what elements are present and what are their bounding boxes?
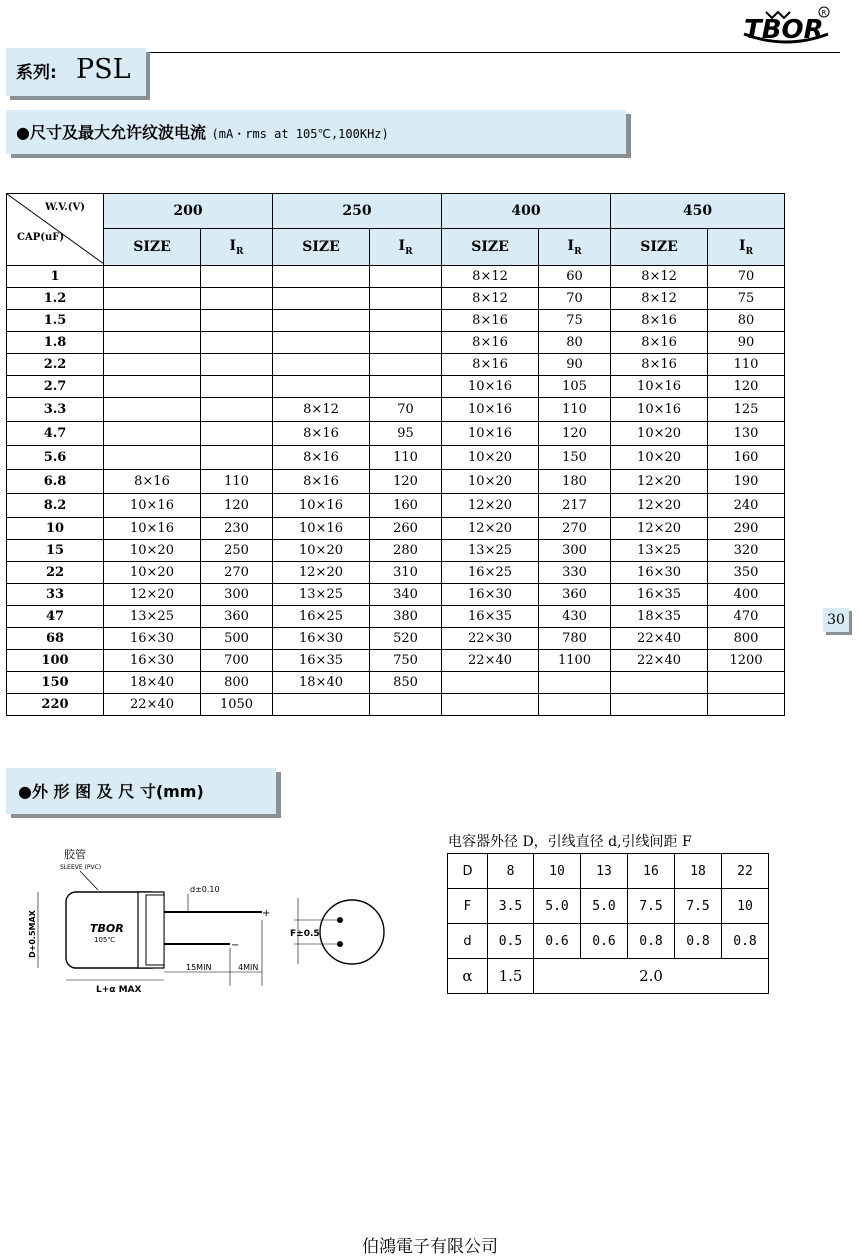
size-cell: 8×16 xyxy=(611,310,708,332)
size-cell xyxy=(273,376,370,398)
ripple-current-cell: 70 xyxy=(708,266,785,288)
size-cell: 22×40 xyxy=(611,650,708,672)
size-cell xyxy=(273,266,370,288)
ripple-current-cell: 360 xyxy=(201,606,273,628)
ripple-current-cell: 150 xyxy=(539,446,611,470)
size-cell: 16×30 xyxy=(104,628,201,650)
ripple-current-cell: 270 xyxy=(201,562,273,584)
size-cell: 8×12 xyxy=(611,266,708,288)
dimension-row-alpha xyxy=(448,959,769,994)
size-cell: 10×16 xyxy=(273,518,370,540)
size-cell: 22×40 xyxy=(104,694,201,716)
ripple-current-cell: 110 xyxy=(708,354,785,376)
cap-temp: 105℃ xyxy=(94,936,116,944)
alpha-label: α xyxy=(448,959,488,994)
size-cell: 8×12 xyxy=(442,288,539,310)
size-column-header: SIZE xyxy=(104,229,201,266)
d-tolerance: d±0.10 xyxy=(190,885,220,894)
voltage-header: 250 xyxy=(273,194,442,229)
size-cell: 22×40 xyxy=(442,650,539,672)
table-corner-cell xyxy=(7,194,104,266)
size-cell: 16×30 xyxy=(104,650,201,672)
size-cell: 12×20 xyxy=(104,584,201,606)
dimension-value: 13 xyxy=(581,854,628,889)
table-row xyxy=(7,376,785,398)
ripple-current-cell: 330 xyxy=(539,562,611,584)
plus-mark: + xyxy=(262,908,271,919)
ripple-current-cell: 110 xyxy=(201,470,273,494)
cap-label: CAP(uF) xyxy=(17,232,65,243)
dimension-row-label: d xyxy=(448,924,488,959)
size-cell: 16×35 xyxy=(442,606,539,628)
table-row xyxy=(7,288,785,310)
ripple-current-cell xyxy=(201,332,273,354)
size-cell xyxy=(104,422,201,446)
size-cell: 18×40 xyxy=(273,672,370,694)
size-cell: 10×16 xyxy=(442,398,539,422)
size-cell: 12×20 xyxy=(273,562,370,584)
ir-label: I xyxy=(398,237,406,254)
ripple-current-cell xyxy=(201,376,273,398)
ripple-current-cell: 350 xyxy=(708,562,785,584)
ripple-current-cell: 700 xyxy=(201,650,273,672)
dimension-value: 5.0 xyxy=(581,889,628,924)
lead-min-15: 15MIN xyxy=(186,963,212,972)
ripple-current-cell: 400 xyxy=(708,584,785,606)
size-cell: 10×16 xyxy=(611,376,708,398)
table-row xyxy=(7,310,785,332)
ripple-current-cell: 105 xyxy=(539,376,611,398)
ripple-current-cell: 750 xyxy=(370,650,442,672)
dimension-row-label: F xyxy=(448,889,488,924)
ripple-current-cell: 280 xyxy=(370,540,442,562)
ripple-current-cell: 110 xyxy=(370,446,442,470)
capacitance-cell: 1.5 xyxy=(7,310,104,332)
table-row xyxy=(7,422,785,446)
alpha-value: 2.0 xyxy=(534,959,769,994)
size-cell: 16×35 xyxy=(611,584,708,606)
size-cell: 10×20 xyxy=(442,470,539,494)
dimension-section-title: ●外 形 图 及 尺 寸(mm) xyxy=(18,782,204,801)
ripple-current-cell: 250 xyxy=(201,540,273,562)
ripple-current-cell: 80 xyxy=(539,332,611,354)
size-cell: 10×20 xyxy=(611,422,708,446)
size-cell: 10×20 xyxy=(442,446,539,470)
ripple-current-cell xyxy=(370,288,442,310)
ripple-current-cell: 125 xyxy=(708,398,785,422)
ripple-current-cell: 240 xyxy=(708,494,785,518)
ripple-current-cell: 300 xyxy=(539,540,611,562)
capacitance-cell: 33 xyxy=(7,584,104,606)
size-cell: 8×16 xyxy=(104,470,201,494)
ripple-current-cell: 90 xyxy=(708,332,785,354)
ir-column-header xyxy=(539,229,611,266)
ripple-current-cell: 320 xyxy=(708,540,785,562)
ir-label: I xyxy=(229,237,237,254)
capacitance-cell: 150 xyxy=(7,672,104,694)
header-rule xyxy=(150,52,840,53)
series-name: PSL xyxy=(76,54,131,85)
ripple-current-cell xyxy=(370,332,442,354)
size-cell: 10×20 xyxy=(104,540,201,562)
d-max-label: D+0.5MAX xyxy=(28,910,37,958)
size-cell: 18×35 xyxy=(611,606,708,628)
size-cell: 18×40 xyxy=(104,672,201,694)
ripple-current-cell xyxy=(370,376,442,398)
ripple-current-cell: 70 xyxy=(370,398,442,422)
dimension-table xyxy=(447,853,769,994)
ripple-current-cell: 95 xyxy=(370,422,442,446)
size-cell: 16×35 xyxy=(273,650,370,672)
size-cell: 22×30 xyxy=(442,628,539,650)
size-cell xyxy=(104,310,201,332)
voltage-header: 200 xyxy=(104,194,273,229)
size-cell: 10×16 xyxy=(104,494,201,518)
svg-text:R: R xyxy=(821,9,827,17)
dimension-value: 3.5 xyxy=(488,889,534,924)
dimension-value: 18 xyxy=(675,854,722,889)
size-cell: 8×12 xyxy=(611,288,708,310)
ir-column-header xyxy=(370,229,442,266)
dimension-value: 0.8 xyxy=(722,924,769,959)
size-cell: 8×16 xyxy=(611,332,708,354)
table-row xyxy=(7,650,785,672)
dimension-row xyxy=(448,854,769,889)
capacitance-cell: 68 xyxy=(7,628,104,650)
capacitance-cell: 10 xyxy=(7,518,104,540)
dimension-value: 10 xyxy=(534,854,581,889)
company-logo xyxy=(736,4,836,48)
ripple-current-cell: 430 xyxy=(539,606,611,628)
capacitance-cell: 2.7 xyxy=(7,376,104,398)
size-cell xyxy=(104,398,201,422)
ripple-current-cell: 80 xyxy=(708,310,785,332)
size-cell xyxy=(442,672,539,694)
size-cell: 8×12 xyxy=(273,398,370,422)
ir-subscript: R xyxy=(574,246,582,257)
dimension-row xyxy=(448,889,769,924)
ripple-current-cell xyxy=(539,694,611,716)
f-tolerance: F±0.5 xyxy=(290,929,320,939)
ripple-current-cell: 260 xyxy=(370,518,442,540)
ripple-current-cell xyxy=(370,694,442,716)
ripple-current-cell: 310 xyxy=(370,562,442,584)
size-column-header: SIZE xyxy=(273,229,370,266)
size-cell: 12×20 xyxy=(611,470,708,494)
table-row xyxy=(7,470,785,494)
capacitance-cell: 6.8 xyxy=(7,470,104,494)
capacitance-cell: 47 xyxy=(7,606,104,628)
size-cell: 10×20 xyxy=(104,562,201,584)
ripple-current-cell xyxy=(201,446,273,470)
sleeve-sub: SLEEVE (PVC) xyxy=(60,864,102,871)
table-row xyxy=(7,266,785,288)
size-cell: 8×16 xyxy=(442,310,539,332)
lead-min-4: 4MIN xyxy=(238,963,259,972)
ripple-current-cell: 75 xyxy=(539,310,611,332)
table-row xyxy=(7,398,785,422)
minus-mark: − xyxy=(231,940,240,951)
table-row xyxy=(7,518,785,540)
ripple-current-cell: 290 xyxy=(708,518,785,540)
ripple-current-cell: 75 xyxy=(708,288,785,310)
ir-column-header xyxy=(708,229,785,266)
ripple-current-cell: 1100 xyxy=(539,650,611,672)
ripple-current-cell: 110 xyxy=(539,398,611,422)
ripple-current-cell xyxy=(370,354,442,376)
capacitance-cell: 1 xyxy=(7,266,104,288)
capacitance-cell: 1.2 xyxy=(7,288,104,310)
ripple-current-cell xyxy=(201,398,273,422)
ripple-current-cell: 500 xyxy=(201,628,273,650)
size-cell xyxy=(611,694,708,716)
size-cell xyxy=(104,354,201,376)
capacitor-outline-drawing xyxy=(30,840,410,1000)
size-cell xyxy=(442,694,539,716)
size-cell xyxy=(104,266,201,288)
size-cell: 8×16 xyxy=(611,354,708,376)
size-cell: 12×20 xyxy=(442,494,539,518)
dimension-value: 7.5 xyxy=(628,889,675,924)
table-row xyxy=(7,332,785,354)
ir-subscript: R xyxy=(745,246,754,257)
capacitance-cell: 3.3 xyxy=(7,398,104,422)
voltage-header: 400 xyxy=(442,194,611,229)
ripple-current-cell: 90 xyxy=(539,354,611,376)
table-row xyxy=(7,584,785,606)
ripple-current-cell: 60 xyxy=(539,266,611,288)
size-cell: 12×20 xyxy=(611,494,708,518)
company-footer: 伯鴻電子有限公司 xyxy=(362,1237,498,1257)
ripple-current-cell xyxy=(539,672,611,694)
ripple-section-title: ●尺寸及最大允许纹波电流 xyxy=(16,123,206,142)
capacitance-cell: 4.7 xyxy=(7,422,104,446)
ir-label: I xyxy=(739,237,746,254)
size-cell: 12×20 xyxy=(611,518,708,540)
ripple-current-cell xyxy=(201,310,273,332)
ripple-current-cell xyxy=(201,422,273,446)
ripple-current-cell: 470 xyxy=(708,606,785,628)
size-cell: 12×20 xyxy=(442,518,539,540)
ripple-section-subtitle: (mA・rms at 105℃,100KHz) xyxy=(211,127,389,141)
ripple-current-cell: 120 xyxy=(370,470,442,494)
capacitance-cell: 15 xyxy=(7,540,104,562)
dimension-value: 0.5 xyxy=(488,924,534,959)
size-cell: 8×16 xyxy=(442,332,539,354)
ripple-current-cell xyxy=(201,354,273,376)
ripple-current-cell: 70 xyxy=(539,288,611,310)
size-cell: 13×25 xyxy=(104,606,201,628)
size-cell: 8×16 xyxy=(273,422,370,446)
size-cell: 10×16 xyxy=(273,494,370,518)
ripple-current-cell xyxy=(370,266,442,288)
capacitance-cell: 8.2 xyxy=(7,494,104,518)
ripple-current-cell: 800 xyxy=(201,672,273,694)
size-cell xyxy=(273,694,370,716)
size-cell xyxy=(104,446,201,470)
ripple-current-cell: 360 xyxy=(539,584,611,606)
voltage-header: 450 xyxy=(611,194,785,229)
dimension-table-caption: 电容器外径 D，引线直径 d,引线间距 F xyxy=(448,834,692,850)
size-cell: 10×16 xyxy=(442,376,539,398)
ripple-section-header xyxy=(6,110,626,154)
ripple-current-cell: 160 xyxy=(708,446,785,470)
size-cell: 10×16 xyxy=(442,422,539,446)
ripple-current-cell: 160 xyxy=(370,494,442,518)
ir-subscript: R xyxy=(236,246,244,257)
ripple-current-cell: 380 xyxy=(370,606,442,628)
dimension-value: 0.6 xyxy=(581,924,628,959)
ripple-current-cell xyxy=(201,288,273,310)
table-row xyxy=(7,540,785,562)
table-row xyxy=(7,694,785,716)
wv-label: W.V.(V) xyxy=(45,202,85,213)
dimension-value: 16 xyxy=(628,854,675,889)
size-cell xyxy=(104,288,201,310)
ripple-current-cell: 1200 xyxy=(708,650,785,672)
ripple-current-cell: 130 xyxy=(708,422,785,446)
ir-label: I xyxy=(567,237,575,254)
series-box xyxy=(6,48,146,96)
size-cell: 8×12 xyxy=(442,266,539,288)
capacitance-cell: 5.6 xyxy=(7,446,104,470)
dimension-value: 5.0 xyxy=(534,889,581,924)
size-cell: 10×20 xyxy=(611,446,708,470)
dimension-row xyxy=(448,924,769,959)
size-cell: 8×16 xyxy=(273,470,370,494)
size-cell: 16×30 xyxy=(611,562,708,584)
ripple-current-cell: 850 xyxy=(370,672,442,694)
dimension-value: 10 xyxy=(722,889,769,924)
size-cell xyxy=(273,288,370,310)
dimension-value: 22 xyxy=(722,854,769,889)
ripple-current-cell xyxy=(708,672,785,694)
ripple-current-cell: 120 xyxy=(539,422,611,446)
size-cell xyxy=(611,672,708,694)
size-cell xyxy=(104,376,201,398)
ripple-current-cell: 217 xyxy=(539,494,611,518)
dimension-section-header xyxy=(6,768,276,814)
ripple-current-cell: 340 xyxy=(370,584,442,606)
dimension-row-label: D xyxy=(448,854,488,889)
size-cell: 16×30 xyxy=(273,628,370,650)
ripple-current-cell: 1050 xyxy=(201,694,273,716)
logo-text: TBOR xyxy=(744,15,824,45)
ripple-current-cell: 800 xyxy=(708,628,785,650)
size-cell: 13×25 xyxy=(611,540,708,562)
ripple-current-cell: 270 xyxy=(539,518,611,540)
table-row xyxy=(7,672,785,694)
size-cell xyxy=(104,332,201,354)
ripple-current-cell xyxy=(708,694,785,716)
ripple-current-cell: 180 xyxy=(539,470,611,494)
ripple-current-cell: 780 xyxy=(539,628,611,650)
size-column-header: SIZE xyxy=(442,229,539,266)
size-cell: 16×25 xyxy=(442,562,539,584)
ripple-current-cell: 120 xyxy=(201,494,273,518)
table-row xyxy=(7,562,785,584)
size-cell: 10×16 xyxy=(104,518,201,540)
ripple-current-cell xyxy=(201,266,273,288)
size-cell: 8×16 xyxy=(273,446,370,470)
sleeve-label: 胶管 xyxy=(64,848,86,861)
dimension-value: 0.8 xyxy=(628,924,675,959)
size-cell: 16×30 xyxy=(442,584,539,606)
dimension-value: 7.5 xyxy=(675,889,722,924)
size-cell: 10×20 xyxy=(273,540,370,562)
ripple-current-cell xyxy=(370,310,442,332)
cap-logo: TBOR xyxy=(90,922,124,935)
size-cell: 10×16 xyxy=(611,398,708,422)
size-cell xyxy=(273,354,370,376)
l-max-label: L+α MAX xyxy=(96,985,142,995)
ripple-current-cell: 230 xyxy=(201,518,273,540)
alpha-value: 1.5 xyxy=(488,959,534,994)
capacitance-cell: 2.2 xyxy=(7,354,104,376)
capacitance-cell: 220 xyxy=(7,694,104,716)
dimension-value: 0.8 xyxy=(675,924,722,959)
table-row xyxy=(7,354,785,376)
table-row xyxy=(7,628,785,650)
capacitance-cell: 22 xyxy=(7,562,104,584)
size-cell: 16×25 xyxy=(273,606,370,628)
size-cell: 22×40 xyxy=(611,628,708,650)
dimension-value: 0.6 xyxy=(534,924,581,959)
size-cell: 13×25 xyxy=(442,540,539,562)
capacitance-cell: 1.8 xyxy=(7,332,104,354)
capacitance-cell: 100 xyxy=(7,650,104,672)
size-cell xyxy=(273,332,370,354)
series-label: 系列: xyxy=(16,63,57,83)
ripple-current-cell: 190 xyxy=(708,470,785,494)
ir-column-header xyxy=(201,229,273,266)
size-column-header: SIZE xyxy=(611,229,708,266)
ripple-current-cell: 300 xyxy=(201,584,273,606)
table-row xyxy=(7,494,785,518)
ir-subscript: R xyxy=(405,246,413,257)
ripple-current-table xyxy=(6,193,785,716)
table-row xyxy=(7,446,785,470)
dimension-value: 8 xyxy=(488,854,534,889)
size-cell: 13×25 xyxy=(273,584,370,606)
page-number: 30 xyxy=(823,608,849,632)
table-row xyxy=(7,606,785,628)
size-cell: 8×16 xyxy=(442,354,539,376)
ripple-current-cell: 120 xyxy=(708,376,785,398)
size-cell xyxy=(273,310,370,332)
ripple-current-cell: 520 xyxy=(370,628,442,650)
